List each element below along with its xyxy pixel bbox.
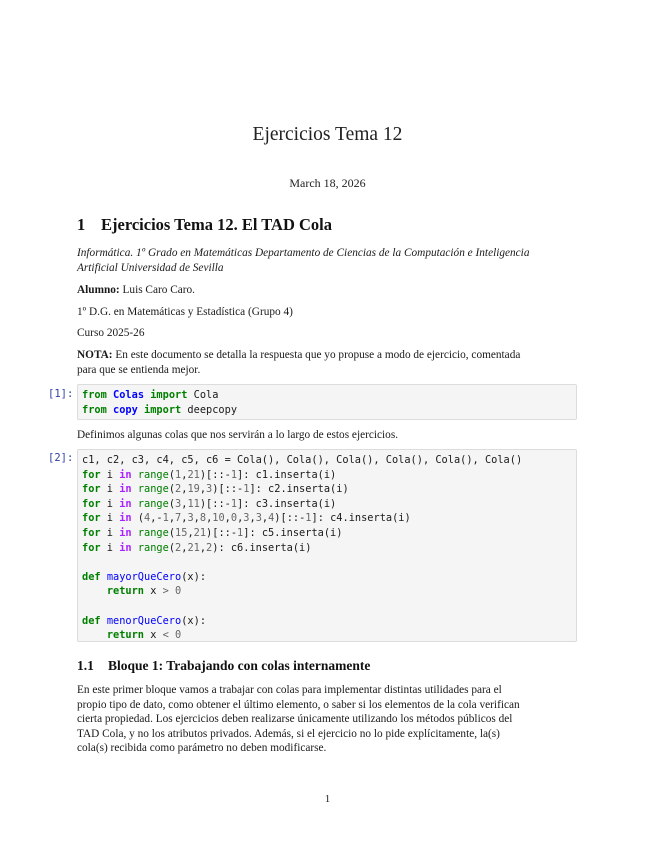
subsection-title: Bloque 1: Trabajando con colas internamente <box>108 658 371 673</box>
code-token: range <box>137 497 169 510</box>
code-token: , <box>181 483 188 496</box>
code-token: ( <box>168 483 176 496</box>
code-token: , <box>181 468 188 481</box>
code-token: c1, c2, c3, c4, c5, c6 = Cola(), Cola(), Cola(), Cola(), Cola(), Cola() <box>82 454 523 466</box>
subsection-number: 1.1 <box>77 658 94 673</box>
code-token: def <box>82 570 101 583</box>
code-token: for <box>82 541 101 554</box>
code-token: 11 <box>187 497 200 510</box>
code-token: def <box>82 614 101 627</box>
code-token: 4 <box>144 512 151 525</box>
code-token: 0 <box>230 512 238 525</box>
code-token: ( <box>168 497 176 510</box>
code-token: from <box>82 389 107 401</box>
code-token: Cola <box>187 389 219 401</box>
document-title: Ejercicios Tema 12 <box>252 124 403 145</box>
code-token <box>82 629 107 641</box>
code-token: 0 <box>175 629 182 642</box>
code-token: in <box>119 541 132 554</box>
code-line <box>82 628 181 642</box>
code-token: range <box>137 527 169 539</box>
code-token: ( <box>168 527 176 539</box>
code-token: 2 <box>206 541 213 554</box>
code-token: )[::- <box>274 512 306 525</box>
code-token: ]: c3.inserta(i) <box>237 497 337 510</box>
cell-prompt-1: [1]: <box>48 388 74 400</box>
code-token: 1 <box>305 512 312 525</box>
code-token: i <box>100 512 120 525</box>
code-token: )[::- <box>199 497 231 510</box>
code-token: 10 <box>212 512 225 525</box>
code-token: copy <box>113 403 138 416</box>
code-cell-2[interactable] <box>77 449 577 642</box>
code-token: x <box>144 629 163 642</box>
code-token: 1 <box>230 468 238 481</box>
code-token: , <box>199 541 207 554</box>
author-label: Alumno: <box>77 284 120 296</box>
code-token: , <box>237 512 244 525</box>
code-token: Colas <box>113 389 145 401</box>
code-token: 0 <box>175 585 182 598</box>
code-token: ( <box>168 541 176 554</box>
author-name: Luis Caro Caro. <box>122 284 195 296</box>
code-token: import <box>144 403 182 416</box>
code-token: , <box>181 512 188 525</box>
note-text: En este documento se detalla la respuesta que yo propuse a modo de ejercicio, comentada <box>115 349 521 361</box>
code-token: i <box>100 527 120 539</box>
code-token: ( <box>131 512 145 525</box>
code-token: 3 <box>187 512 194 525</box>
code-line <box>82 541 311 555</box>
code-token: in <box>119 497 132 510</box>
code-token: return <box>106 629 145 642</box>
section-title: Ejercicios Tema 12. El TAD Cola <box>101 215 332 234</box>
code-token: , <box>261 512 269 525</box>
code-token: 1 <box>175 468 182 481</box>
code-token: 4 <box>268 512 275 525</box>
note-label: NOTA: <box>77 349 113 361</box>
code-token: ): c6.inserta(i) <box>212 541 312 554</box>
code-token: i <box>100 497 120 510</box>
code-token: 2 <box>175 541 182 554</box>
note-line-1 <box>77 348 579 363</box>
block-paragraph-line-5: cola(s) recibida como parámetro no deben modificarse. <box>77 742 327 754</box>
course-line: Curso 2025-26 <box>77 327 145 339</box>
code-token: 2 <box>175 483 182 496</box>
code-token: for <box>82 512 101 525</box>
degree-line: 1º D.G. en Matemáticas y Estadística (Grupo 4) <box>77 306 293 318</box>
code-token: i <box>100 541 120 554</box>
code-cell-1[interactable] <box>77 384 577 420</box>
code-token: in <box>119 468 132 481</box>
code-token: 21 <box>187 468 200 481</box>
code-token: , <box>193 512 200 525</box>
subsection-heading <box>77 658 370 674</box>
code-token: in <box>119 527 132 539</box>
code-token: ]: c2.inserta(i) <box>249 483 349 496</box>
code-line <box>82 468 336 482</box>
section-heading <box>77 215 332 235</box>
code-token: in <box>119 512 132 525</box>
code-token: , <box>181 541 188 554</box>
code-token: ]: c4.inserta(i) <box>311 512 411 525</box>
code-token: range <box>137 541 169 554</box>
code-token: from <box>82 403 107 416</box>
code-token: ( <box>168 468 176 481</box>
code-token: 21 <box>187 541 200 554</box>
code-token: )[::- <box>212 483 244 496</box>
code-token: )[::- <box>206 527 238 539</box>
code-token: 1 <box>162 512 169 525</box>
code-token: range <box>137 483 169 496</box>
author-line <box>77 283 579 298</box>
code-token: for <box>82 527 101 539</box>
page-number: 1 <box>324 793 331 805</box>
code-token <box>82 585 107 597</box>
code-token: )[::- <box>199 468 231 481</box>
code-token: , <box>187 527 194 539</box>
code-line <box>82 584 181 598</box>
code-token: (x): <box>181 614 207 627</box>
code-token: x <box>144 585 163 598</box>
code-line <box>82 497 336 511</box>
code-line <box>82 511 411 525</box>
code-token: i <box>100 468 120 481</box>
code-token: deepcopy <box>181 403 238 416</box>
block-paragraph-line-2: propio tipo de dato, como obtener el último elemento, o saber si los elementos de la cola verifican <box>77 699 520 711</box>
code-line <box>82 614 206 628</box>
code-token: , <box>168 512 176 525</box>
affiliation-line-1: Informática. 1º Grado en Matemáticas Departamento de Ciencias de la Computación e Inteligencia <box>77 247 530 259</box>
block-paragraph-line-1: En este primer bloque vamos a trabajar con colas para implementar distintas utilidades para el <box>77 684 502 696</box>
code-token: 7 <box>175 512 182 525</box>
code-token: 3 <box>206 483 213 496</box>
code-token: for <box>82 497 101 510</box>
code-token: for <box>82 468 101 481</box>
code-token: in <box>119 483 132 496</box>
document-date: March 18, 2026 <box>289 176 366 190</box>
block-paragraph-line-3: cierta propiedad. Los ejercicios deben realizarse únicamente utilizando los métodos públicos del <box>77 713 513 725</box>
code-token: ]: c5.inserta(i) <box>243 527 343 539</box>
code-token: , <box>181 497 188 510</box>
code-token: , <box>206 512 213 525</box>
cell-prompt-2: [2]: <box>48 452 74 464</box>
code-token: (x): <box>181 570 207 583</box>
code-line <box>82 526 342 540</box>
code-token: 3 <box>255 512 262 525</box>
code-token: mayorQueCero <box>106 570 182 583</box>
code-token: < <box>162 629 169 642</box>
code-line <box>82 388 218 402</box>
code-line <box>82 570 206 584</box>
code-token: return <box>106 585 145 598</box>
code-token: i <box>100 483 120 496</box>
code-line <box>82 453 522 467</box>
code-token: 3 <box>243 512 250 525</box>
code-token: for <box>82 483 101 496</box>
code-token: 21 <box>193 527 207 539</box>
code-token: 8 <box>199 512 207 525</box>
code-token: 1 <box>237 527 244 539</box>
affiliation-line-2: Artificial Universidad de Sevilla <box>77 262 224 274</box>
note-line-2: para que se entienda mejor. <box>77 364 201 376</box>
code-token: 3 <box>175 497 182 510</box>
code-token: 15 <box>175 527 188 539</box>
code-token: import <box>150 389 188 401</box>
section-number: 1 <box>77 215 86 234</box>
block-paragraph-line-4: TAD Cola, y no los atributos privados. Además, si el ejercicio no lo pide explícitamente, la(s) <box>77 728 500 740</box>
code-line <box>82 403 237 417</box>
code-token: , <box>224 512 231 525</box>
code-token: 1 <box>243 483 250 496</box>
code-token: range <box>137 468 169 481</box>
code-token: ,- <box>150 512 163 525</box>
between-cells-text: Definimos algunas colas que nos servirán a lo largo de estos ejercicios. <box>77 429 399 441</box>
code-token: 1 <box>230 497 238 510</box>
code-token: > <box>162 585 169 598</box>
code-token: 19 <box>187 483 200 496</box>
code-token: , <box>199 483 207 496</box>
code-token: , <box>249 512 256 525</box>
code-token: ]: c1.inserta(i) <box>237 468 337 481</box>
code-token: menorQueCero <box>106 614 182 627</box>
code-line <box>82 482 349 496</box>
